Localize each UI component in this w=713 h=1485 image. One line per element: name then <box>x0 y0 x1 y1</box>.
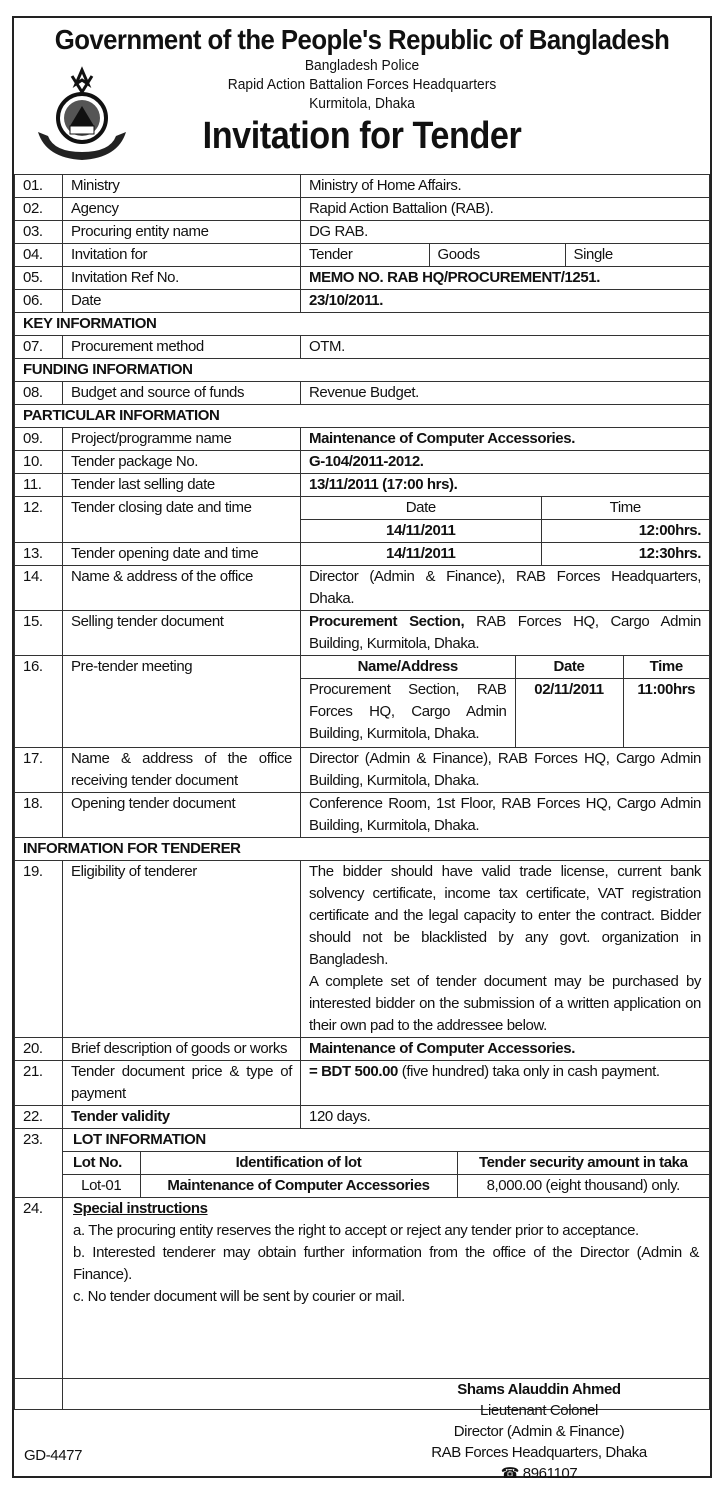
row-label: Tender validity <box>63 1105 301 1128</box>
row-label: Name & address of the office <box>63 566 301 611</box>
row-value: MEMO NO. RAB HQ/PROCUREMENT/1251. <box>301 267 710 290</box>
security-amount: 8,000.00 (eight thousand) only. <box>457 1174 709 1197</box>
notice-header <box>14 18 710 174</box>
row-number: 20. <box>15 1037 63 1060</box>
row-value: 120 days. <box>301 1105 710 1128</box>
signature-block <box>14 1378 710 1482</box>
row-label: Budget and source of funds <box>63 382 301 405</box>
table-row <box>15 1105 710 1128</box>
table-row <box>15 497 710 543</box>
date-header: Date <box>515 656 623 679</box>
telephone-icon: ☎ <box>500 1465 520 1482</box>
row-number: 11. <box>15 474 63 497</box>
row-value: 13/11/2011 (17:00 hrs). <box>301 474 710 497</box>
table-row <box>15 451 710 474</box>
phone-number: 8961107 <box>522 1465 578 1482</box>
price-words: (five hundred) taka only in cash payment. <box>398 1062 660 1080</box>
lot-information-heading: LOT INFORMATION <box>73 1130 206 1148</box>
signatory-name: Shams Alauddin Ahmed <box>457 1381 621 1398</box>
table-row <box>15 175 710 198</box>
table-row <box>15 1037 710 1060</box>
row-number: 09. <box>15 428 63 451</box>
table-row <box>15 382 710 405</box>
row-value: Rapid Action Battalion (RAB). <box>301 198 710 221</box>
row-number: 21. <box>15 1060 63 1105</box>
row-label: Selling tender document <box>63 611 301 656</box>
row-label: Pre-tender meeting <box>63 656 301 748</box>
section-heading: PARTICULAR INFORMATION <box>15 405 710 428</box>
row-number: 08. <box>15 382 63 405</box>
office-name: Procurement Section, <box>309 613 465 630</box>
table-row <box>15 221 710 244</box>
meeting-date: 02/11/2011 <box>515 679 623 747</box>
invitation-type: Tender <box>309 246 353 263</box>
row-label: Tender opening date and time <box>63 543 301 566</box>
signatory-rank: Lieutenant Colonel <box>480 1402 598 1419</box>
row-number: 23. <box>15 1128 63 1197</box>
invitation-stage: Single <box>565 244 709 266</box>
opening-time: 12:30hrs. <box>541 543 709 565</box>
row-number: 19. <box>15 860 63 1037</box>
meeting-venue: Procurement Section, RAB Forces HQ, Cargo Admin Building, Kurmitola, Dhaka. <box>301 679 515 747</box>
row-label: Name & address of the office receiving tender document <box>63 747 301 792</box>
row-number: 01. <box>15 175 63 198</box>
row-value: Maintenance of Computer Accessories. <box>301 428 710 451</box>
row-value: G-104/2011-2012. <box>301 451 710 474</box>
row-number: 24. <box>15 1197 63 1409</box>
row-number: 02. <box>15 198 63 221</box>
row-value <box>301 611 710 656</box>
meeting-time: 11:00hrs <box>623 679 709 747</box>
row-value: DG RAB. <box>301 221 710 244</box>
lot-no: Lot-01 <box>63 1174 140 1197</box>
row-number: 03. <box>15 221 63 244</box>
row-number: 10. <box>15 451 63 474</box>
lot-no-header: Lot No. <box>73 1153 122 1171</box>
section-heading: FUNDING INFORMATION <box>15 359 710 382</box>
table-row <box>15 474 710 497</box>
row-value <box>301 1060 710 1105</box>
table-row <box>15 792 710 837</box>
row-label: Tender document price & type of payment <box>63 1060 301 1105</box>
closing-time: 12:00hrs. <box>541 520 709 543</box>
instruction-c: c. No tender document will be sent by courier or mail. <box>73 1287 405 1305</box>
section-heading: INFORMATION FOR TENDERER <box>15 837 710 860</box>
row-value: OTM. <box>301 336 710 359</box>
tender-details-table <box>14 174 710 1410</box>
row-label: Eligibility of tenderer <box>63 860 301 1037</box>
table-row <box>15 1128 710 1197</box>
row-value: Director (Admin & Finance), RAB Forces Headquarters, Dhaka. <box>301 566 710 611</box>
notice-code: GD-4477 <box>24 1447 83 1464</box>
instruction-b: b. Interested tenderer may obtain further information from the office of the Director (Admin & Finance). <box>73 1243 699 1283</box>
eligibility-text: The bidder should have valid trade license, current bank solvency certificate, income tax certificate, VAT registration certificate and the legal capacity to enter the contract. Bidder should not be blacklisted by any govt. organization in Bangladesh. <box>309 862 701 968</box>
signatory-office: RAB Forces Headquarters, Dhaka <box>431 1444 647 1461</box>
table-row <box>15 656 710 748</box>
row-label: Tender closing date and time <box>63 497 301 543</box>
row-label: Procuring entity name <box>63 221 301 244</box>
row-label: Opening tender document <box>63 792 301 837</box>
row-value: 23/10/2011. <box>301 290 710 313</box>
section-heading: KEY INFORMATION <box>15 313 710 336</box>
police-line: Bangladesh Police <box>304 57 420 74</box>
row-number: 04. <box>15 244 63 267</box>
row-label: Tender package No. <box>63 451 301 474</box>
table-row <box>15 198 710 221</box>
row-number: 12. <box>15 497 63 543</box>
table-row <box>15 244 710 267</box>
table-row <box>15 290 710 313</box>
tender-notice <box>12 16 712 1482</box>
row-value: Conference Room, 1st Floor, RAB Forces HQ, Cargo Admin Building, Kurmitola, Dhaka. <box>301 792 710 837</box>
row-label: Brief description of goods or works <box>63 1037 301 1060</box>
row-number: 18. <box>15 792 63 837</box>
table-row <box>15 428 710 451</box>
name-header: Name/Address <box>357 658 458 675</box>
office-address: RAB Forces HQ, Cargo Admin Building, Kurmitola, Dhaka. <box>309 613 701 652</box>
table-row <box>15 747 710 792</box>
purchase-text: A complete set of tender document may be purchased by interested bidder on the submission of a written application on their own pad to the addressee below. <box>309 972 701 1034</box>
time-header: Time <box>541 497 709 520</box>
invitation-category: Goods <box>429 244 565 266</box>
row-value <box>301 860 710 1037</box>
row-number: 07. <box>15 336 63 359</box>
row-number: 22. <box>15 1105 63 1128</box>
location-line: Kurmitola, Dhaka <box>309 95 415 112</box>
row-label: Project/programme name <box>63 428 301 451</box>
row-number: 05. <box>15 267 63 290</box>
row-number: 16. <box>15 656 63 748</box>
row-label: Tender last selling date <box>63 474 301 497</box>
table-row <box>15 543 710 566</box>
row-label: Invitation for <box>63 244 301 267</box>
row-label: Ministry <box>63 175 301 198</box>
row-number: 06. <box>15 290 63 313</box>
row-label: Procurement method <box>63 336 301 359</box>
signatory-designation: Director (Admin & Finance) <box>453 1423 625 1440</box>
instruction-a: a. The procuring entity reserves the right to accept or reject any tender prior to acceptance. <box>73 1221 639 1239</box>
lot-identification: Maintenance of Computer Accessories <box>140 1174 457 1197</box>
lot-table <box>63 1151 709 1197</box>
security-header: Tender security amount in taka <box>457 1151 709 1174</box>
government-heading: Government of the People's Republic of Bangladesh <box>54 24 670 55</box>
row-value: Director (Admin & Finance), RAB Forces HQ, Cargo Admin Building, Kurmitola, Dhaka. <box>301 747 710 792</box>
notice-title: Invitation for Tender <box>202 115 522 157</box>
row-label: Invitation Ref No. <box>63 267 301 290</box>
table-row <box>15 611 710 656</box>
table-row <box>15 336 710 359</box>
table-row <box>15 1060 710 1105</box>
row-value: Revenue Budget. <box>301 382 710 405</box>
time-header: Time <box>623 656 709 679</box>
date-header: Date <box>405 499 436 516</box>
row-value: Ministry of Home Affairs. <box>301 175 710 198</box>
price: = BDT 500.00 <box>309 1062 399 1080</box>
row-number: 15. <box>15 611 63 656</box>
row-label: Agency <box>63 198 301 221</box>
table-row <box>15 860 710 1037</box>
row-number: 13. <box>15 543 63 566</box>
identification-header: Identification of lot <box>140 1151 457 1174</box>
table-row <box>15 267 710 290</box>
row-number: 14. <box>15 566 63 611</box>
special-instructions-heading: Special instructions <box>73 1199 208 1217</box>
row-number: 17. <box>15 747 63 792</box>
row-label: Date <box>63 290 301 313</box>
opening-date: 14/11/2011 <box>386 545 456 562</box>
row-value: Maintenance of Computer Accessories. <box>301 1037 710 1060</box>
table-row <box>15 566 710 611</box>
hq-line: Rapid Action Battalion Forces Headquarters <box>227 76 497 93</box>
closing-date: 14/11/2011 <box>301 520 541 543</box>
